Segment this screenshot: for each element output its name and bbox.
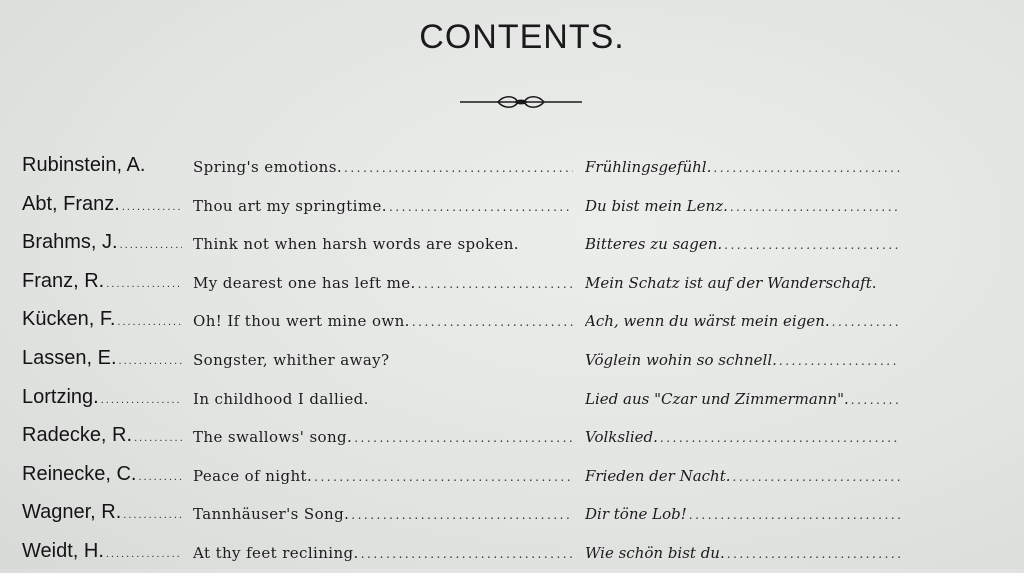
english-title: In childhood I dallied. (193, 389, 369, 408)
german-title: Mein Schatz ist auf der Wanderschaft. (585, 273, 877, 292)
list-item (0, 495, 1024, 534)
english-title: The swallows' song. ..... (193, 424, 573, 446)
composer-name: Radecke, R. ..... (22, 424, 182, 447)
german-title: Wie schön bist du. ..... (585, 540, 900, 562)
list-item (0, 534, 1024, 573)
list-item (0, 341, 1024, 380)
list-item (0, 457, 1024, 496)
composer-name: Rubinstein, A. (22, 154, 146, 176)
composer-name: Weidt, H. ..... (22, 540, 182, 563)
german-title: Frühlingsgefühl. ..... (585, 154, 900, 176)
composer-name: Kücken, F. ..... (22, 308, 182, 331)
composer-name: Abt, Franz. ..... (22, 193, 182, 216)
list-item (0, 380, 1024, 419)
german-title: Frieden der Nacht. ..... (585, 463, 900, 485)
german-title: Dir töne Lob! ..... (585, 501, 900, 523)
english-title: Tannhäuser's Song. ..... (193, 501, 573, 523)
english-title: Oh! If thou wert mine own. ..... (193, 308, 573, 330)
composer-name: Reinecke, C. ..... (22, 463, 182, 486)
english-title: Think not when harsh words are spoken. (193, 235, 519, 254)
composer-name: Lortzing. ..... (22, 386, 182, 409)
composer-name: Lassen, E. ..... (22, 347, 182, 370)
list-item (0, 418, 1024, 457)
ornament-divider-icon (460, 94, 582, 110)
list-item (0, 264, 1024, 303)
german-title: Vöglein wohin so schnell. ..... (585, 347, 900, 369)
list-item (0, 187, 1024, 226)
list-item (0, 302, 1024, 341)
german-title: Bitteres zu sagen. ..... (585, 231, 900, 253)
english-title: Thou art my springtime. ..... (193, 193, 573, 215)
list-item (0, 225, 1024, 264)
composer-name: Franz, R. ..... (22, 270, 182, 293)
page-title: CONTENTS. (419, 18, 625, 56)
english-title: My dearest one has left me. ..... (193, 270, 573, 292)
list-item (0, 148, 1024, 187)
german-title: Lied aus "Czar und Zimmermann". ..... (585, 386, 900, 408)
german-title: Du bist mein Lenz. ..... (585, 193, 900, 215)
german-title: Ach, wenn du wärst mein eigen. ..... (585, 308, 900, 330)
composer-name: Brahms, J. ..... (22, 231, 182, 254)
english-title: Peace of night. ..... (193, 463, 573, 485)
german-title: Volkslied. ..... (585, 424, 900, 446)
contents-list (0, 148, 1024, 573)
composer-name: Wagner, R. ..... (22, 501, 182, 524)
english-title: At thy feet reclining. ..... (193, 540, 573, 562)
english-title: Songster, whither away? (193, 350, 390, 369)
english-title: Spring's emotions. ..... (193, 154, 573, 176)
